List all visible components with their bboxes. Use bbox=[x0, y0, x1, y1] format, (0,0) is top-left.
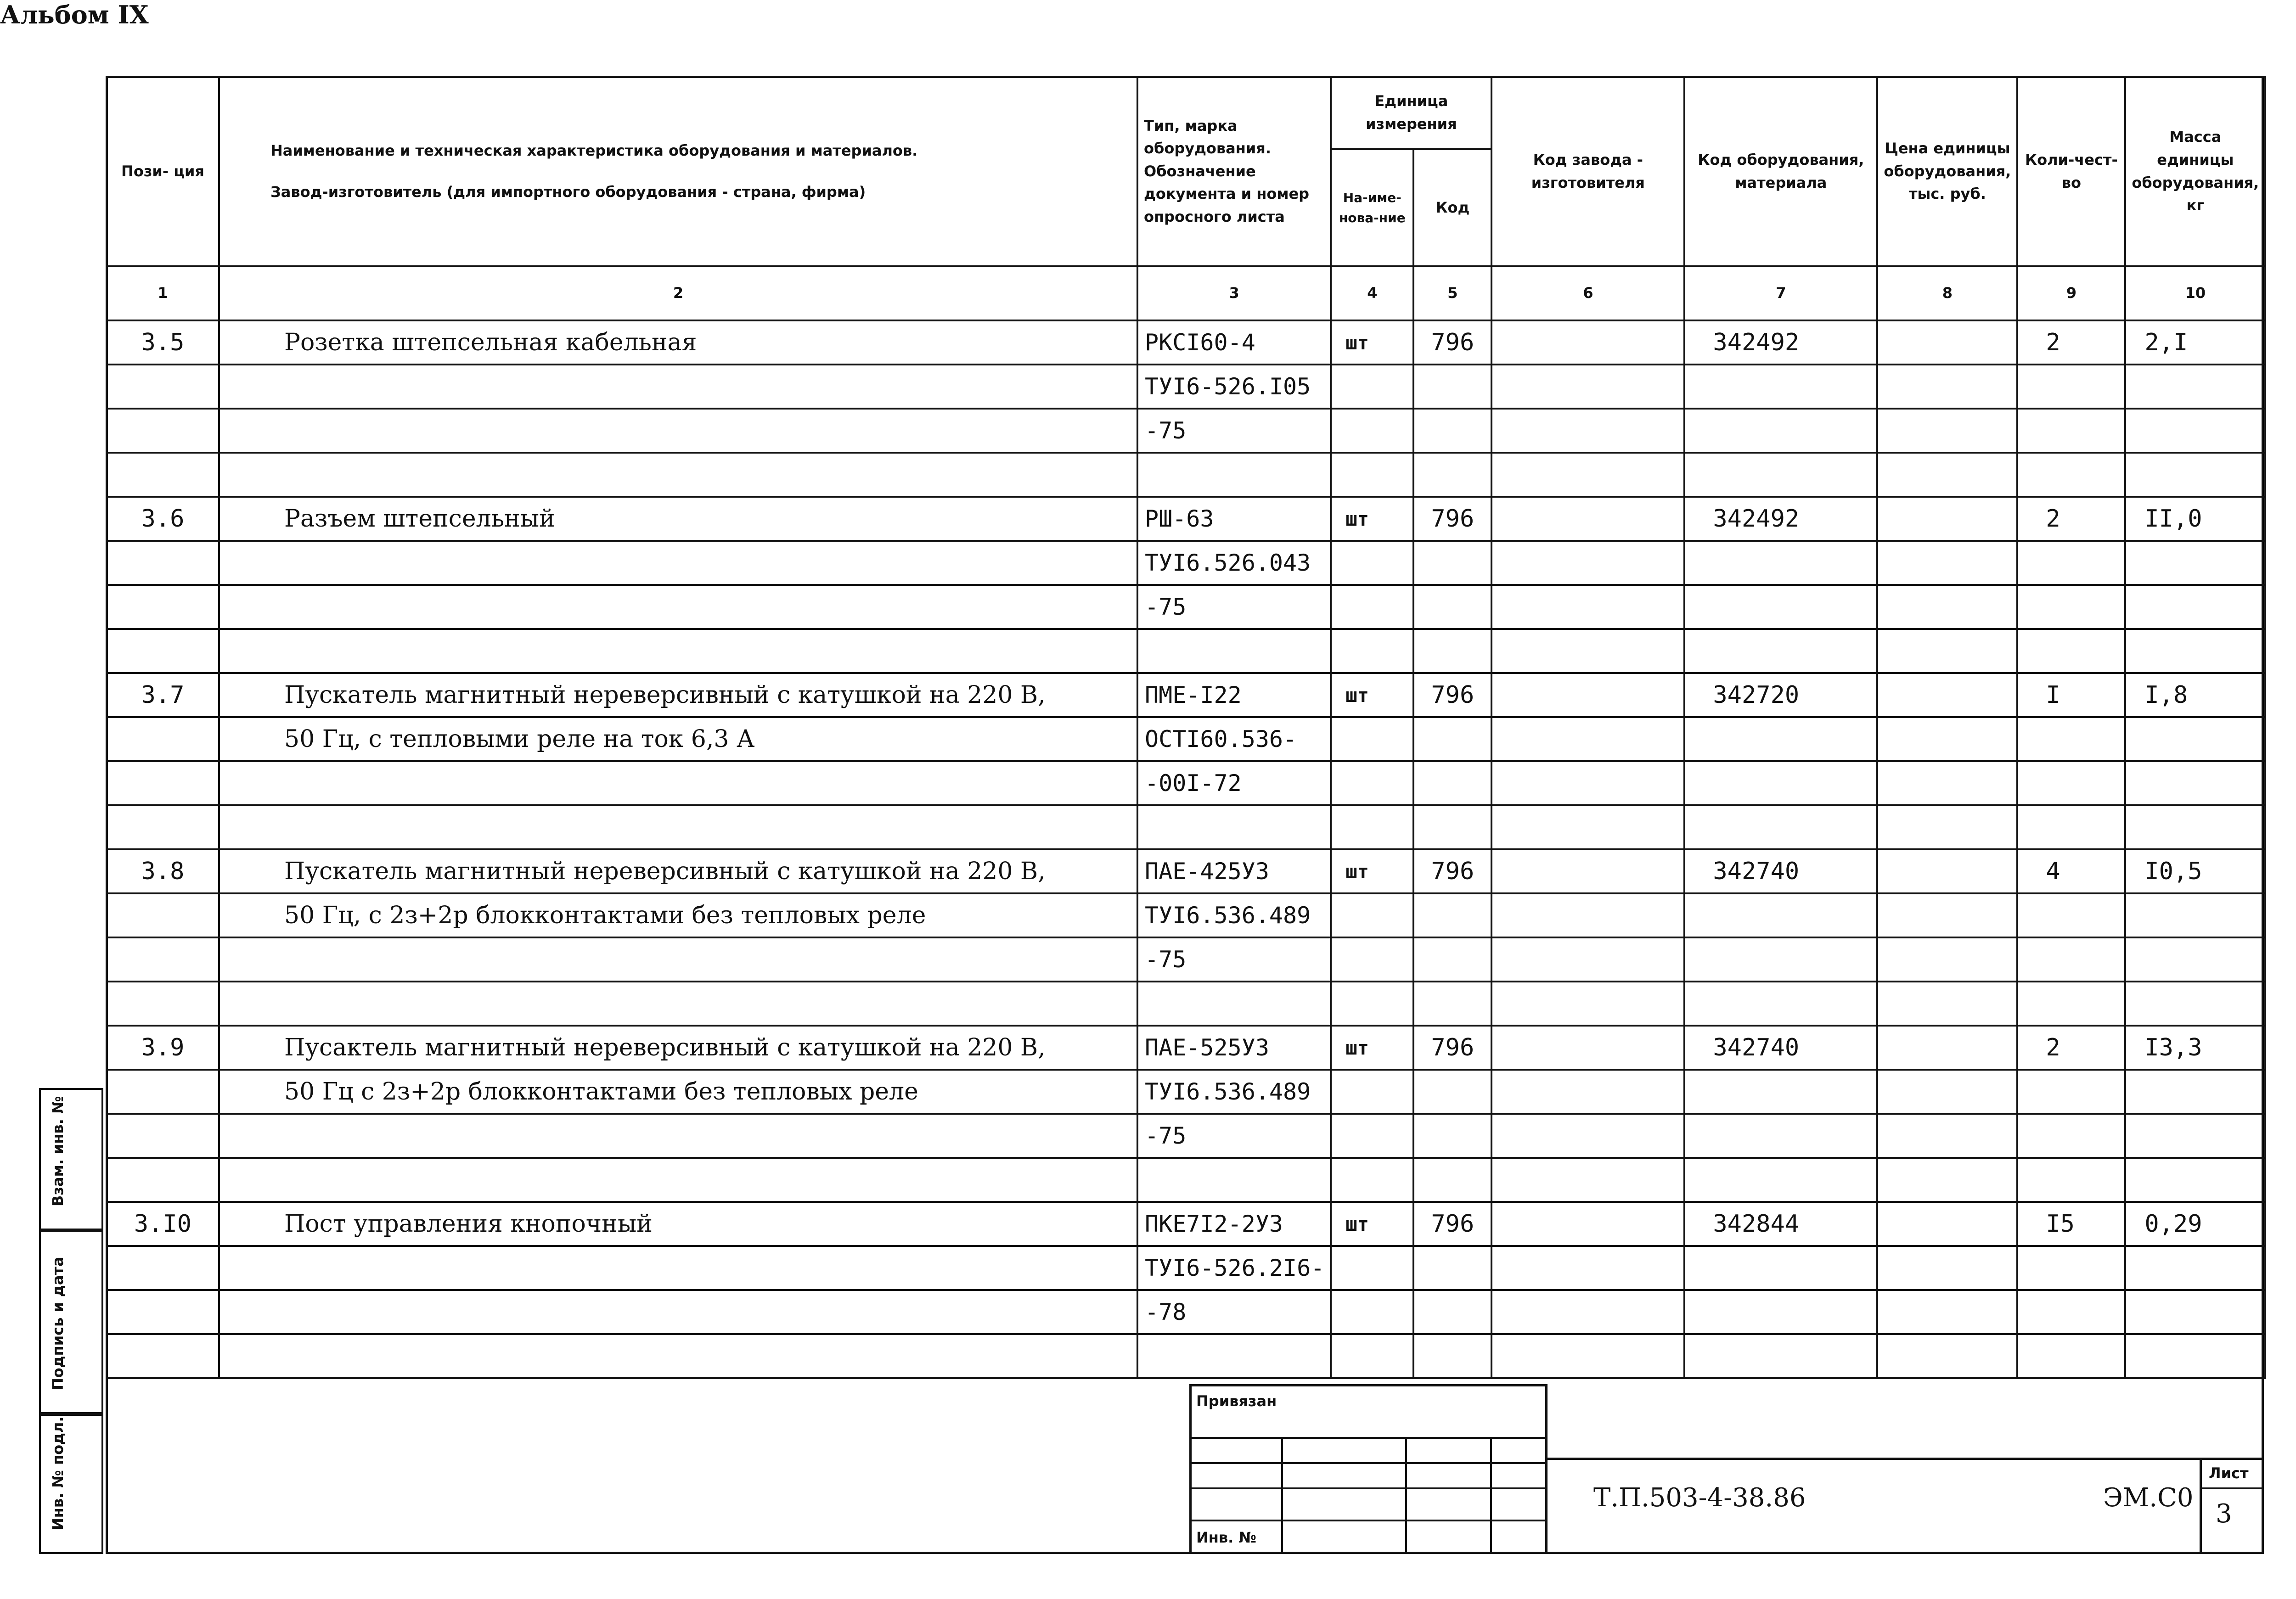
column-number: 7 bbox=[1684, 266, 1877, 320]
section-code: ЭМ.С0 bbox=[2103, 1483, 2194, 1513]
cell-quantity: I5 bbox=[2017, 1202, 2125, 1246]
cell-unit: шт bbox=[1331, 497, 1413, 541]
stamp-replace-inv bbox=[39, 1088, 103, 1230]
cell-type: ТУI6.526.043 bbox=[1137, 541, 1331, 585]
cell-mass: 2,I bbox=[2125, 320, 2265, 365]
cell-quantity: I bbox=[2017, 673, 2125, 717]
column-number: 8 bbox=[1877, 266, 2017, 320]
cell-type: ТУI6.536.489 bbox=[1137, 893, 1331, 937]
cell-name: 50 Гц с 2з+2р блокконтактами без тепловых реле bbox=[219, 1070, 1137, 1114]
album-title: Альбом IX bbox=[0, 0, 149, 29]
cell-quantity: 4 bbox=[2017, 849, 2125, 893]
cell-name: Пускатель магнитный нереверсивный с катушкой на 220 В, bbox=[219, 849, 1137, 893]
column-number: 2 bbox=[219, 266, 1137, 320]
cell-position: 3.7 bbox=[107, 673, 219, 717]
column-number: 10 bbox=[2125, 266, 2265, 320]
header-quantity: Коли-чест-во bbox=[2017, 77, 2125, 266]
cell-type: -75 bbox=[1137, 937, 1331, 982]
column-number: 5 bbox=[1413, 266, 1491, 320]
cell-position: 3.9 bbox=[107, 1026, 219, 1070]
cell-position: 3.I0 bbox=[107, 1202, 219, 1246]
cell-unit: шт bbox=[1331, 320, 1413, 365]
cell-equipment-code: 342492 bbox=[1684, 320, 1877, 365]
cell-type: -78 bbox=[1137, 1290, 1331, 1334]
cell-type: ПАЕ-425У3 bbox=[1137, 849, 1331, 893]
header-type: Тип, марка оборудования. Обозначение документа и номер опросного листа bbox=[1137, 77, 1331, 266]
cell-position: 3.8 bbox=[107, 849, 219, 893]
cell-quantity: 2 bbox=[2017, 1026, 2125, 1070]
cell-unit-code: 796 bbox=[1413, 497, 1491, 541]
cell-type: РШ-63 bbox=[1137, 497, 1331, 541]
cell-position: 3.5 bbox=[107, 320, 219, 365]
cell-quantity: 2 bbox=[2017, 320, 2125, 365]
sheet-number: 3 bbox=[2216, 1499, 2232, 1529]
cell-position: 3.6 bbox=[107, 497, 219, 541]
header-name-line2: Завод-изготовитель (для импортного оборудования - страна, фирма) bbox=[270, 183, 866, 201]
cell-type: -75 bbox=[1137, 1114, 1331, 1158]
cell-type: -75 bbox=[1137, 409, 1331, 453]
cell-unit-code: 796 bbox=[1413, 320, 1491, 365]
column-number: 9 bbox=[2017, 266, 2125, 320]
cell-type: -00I-72 bbox=[1137, 761, 1331, 805]
cell-type: -75 bbox=[1137, 585, 1331, 629]
cell-equipment-code: 342844 bbox=[1684, 1202, 1877, 1246]
cell-unit-code: 796 bbox=[1413, 849, 1491, 893]
cell-unit: шт bbox=[1331, 1202, 1413, 1246]
bound-label: Привязан bbox=[1196, 1392, 1277, 1410]
title-block bbox=[106, 1361, 2264, 1554]
cell-equipment-code: 342492 bbox=[1684, 497, 1877, 541]
header-name-line1: Наименование и техническая характеристика оборудования и материалов. bbox=[270, 141, 918, 159]
header-plant-code: Код завода - изготовителя bbox=[1491, 77, 1684, 266]
stamp-replace-inv-label: Взам. инв. № bbox=[49, 1096, 67, 1206]
cell-unit: шт bbox=[1331, 849, 1413, 893]
cell-equipment-code: 342740 bbox=[1684, 849, 1877, 893]
cell-type: ПМЕ-I22 bbox=[1137, 673, 1331, 717]
cell-unit-code: 796 bbox=[1413, 1202, 1491, 1246]
cell-mass: II,0 bbox=[2125, 497, 2265, 541]
header-equipment-code: Код оборудования, материала bbox=[1684, 77, 1877, 266]
header-position: Пози- ция bbox=[107, 77, 219, 266]
stamp-original-inv bbox=[39, 1414, 103, 1554]
cell-type: ПКЕ7I2-2У3 bbox=[1137, 1202, 1331, 1246]
cell-name: 50 Гц, с 2з+2р блокконтактами без тепловых реле bbox=[219, 893, 1137, 937]
cell-mass: I3,3 bbox=[2125, 1026, 2265, 1070]
stamp-signature-date-label: Подпись и дата bbox=[49, 1257, 67, 1390]
cell-name: Пост управления кнопочный bbox=[219, 1202, 1137, 1246]
cell-quantity: 2 bbox=[2017, 497, 2125, 541]
cell-name: Пускатель магнитный нереверсивный с катушкой на 220 В, bbox=[219, 673, 1137, 717]
cell-name: 50 Гц, с тепловыми реле на ток 6,3 А bbox=[219, 717, 1137, 761]
header-unit-group: Единица измерения bbox=[1331, 77, 1491, 149]
inv-number-label: Инв. № bbox=[1196, 1529, 1256, 1546]
cell-type: ТУI6-526.2I6- bbox=[1137, 1246, 1331, 1290]
column-number: 4 bbox=[1331, 266, 1413, 320]
cell-type: ТУI6.536.489 bbox=[1137, 1070, 1331, 1114]
cell-equipment-code: 342720 bbox=[1684, 673, 1877, 717]
document-code: Т.П.503-4-38.86 bbox=[1593, 1483, 1806, 1513]
cell-name: Разъем штепсельный bbox=[219, 497, 1137, 541]
cell-name: Розетка штепсельная кабельная bbox=[219, 320, 1137, 365]
column-number: 3 bbox=[1137, 266, 1331, 320]
cell-unit-code: 796 bbox=[1413, 673, 1491, 717]
stamp-signature-date bbox=[39, 1230, 103, 1414]
sheet-frame bbox=[106, 76, 2264, 1554]
cell-type: РКСI60-4 bbox=[1137, 320, 1331, 365]
cell-unit: шт bbox=[1331, 1026, 1413, 1070]
cell-mass: I0,5 bbox=[2125, 849, 2265, 893]
header-unit-name: На-име-нова-ние bbox=[1331, 149, 1413, 266]
cell-mass: I,8 bbox=[2125, 673, 2265, 717]
cell-unit: шт bbox=[1331, 673, 1413, 717]
column-number: 1 bbox=[107, 266, 219, 320]
cell-type: ОСТI60.536- bbox=[1137, 717, 1331, 761]
header-unit-code: Код bbox=[1413, 149, 1491, 266]
cell-equipment-code: 342740 bbox=[1684, 1026, 1877, 1070]
column-number: 6 bbox=[1491, 266, 1684, 320]
header-price: Цена единицы оборудования, тыс. руб. bbox=[1877, 77, 2017, 266]
cell-name: Пусактель магнитный нереверсивный с катушкой на 220 В, bbox=[219, 1026, 1137, 1070]
cell-unit-code: 796 bbox=[1413, 1026, 1491, 1070]
sheet-label: Лист bbox=[2209, 1464, 2249, 1482]
cell-type: ПАЕ-525У3 bbox=[1137, 1026, 1331, 1070]
header-mass: Масса единицы оборудования, кг bbox=[2125, 77, 2265, 266]
stamp-original-inv-label: Инв. № подл. bbox=[49, 1416, 67, 1530]
cell-mass: 0,29 bbox=[2125, 1202, 2265, 1246]
cell-type: ТУI6-526.I05 bbox=[1137, 365, 1331, 409]
